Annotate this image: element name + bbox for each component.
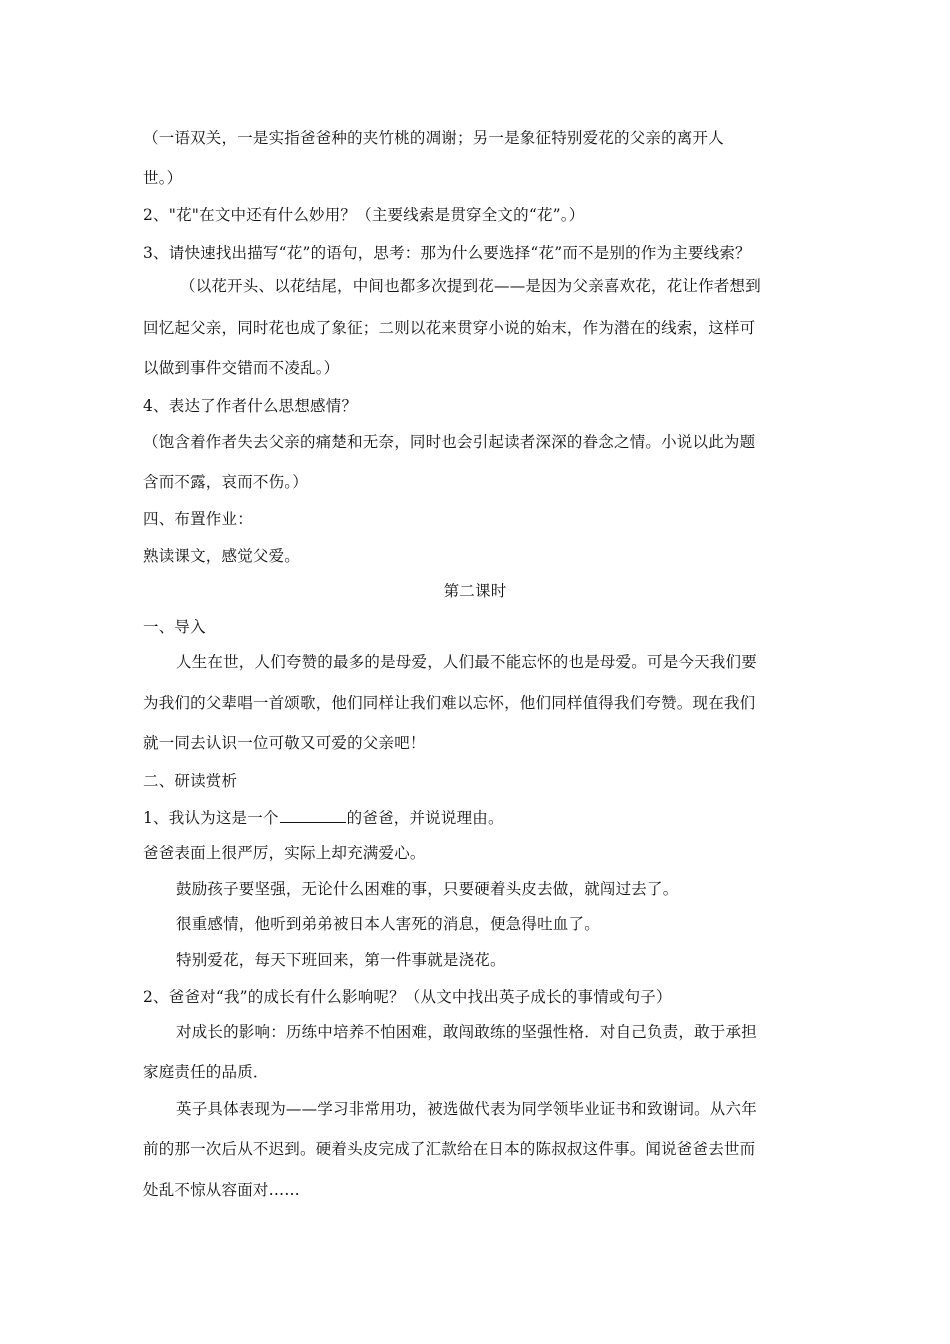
answer-text: 回忆起父亲，同时花也成了象征；二则以花来贯穿小说的始末，作为潜在的线索，这样可	[143, 319, 756, 337]
fill-in-blank	[280, 807, 346, 823]
question-4: 4、表达了作者什么思想感情？	[143, 397, 358, 415]
question-1-prefix: 1、我认为这是一个	[143, 809, 279, 827]
section-heading: 一、导入	[143, 618, 206, 636]
body-text: 英子具体表现为——学习非常用功，被选做代表为同学领毕业证书和致谢词。从六年	[176, 1100, 757, 1118]
section-heading: 四、布置作业：	[143, 510, 253, 528]
body-text: 家庭责任的品质．	[143, 1063, 269, 1081]
question-1-suffix: 的爸爸，并说说理由。	[346, 809, 504, 827]
question-3: 3、请快速找出描写“花”的语句，思考：那为什么要选择“花”而不是别的作为主要线索？	[143, 244, 751, 262]
question-1	[143, 807, 504, 828]
body-text: 前的那一次后从不迟到。硬着头皮完成了汇款给在日本的陈叔叔这件事。闻说爸爸去世而	[143, 1140, 756, 1158]
body-text: 熟读课文，感觉父爱。	[143, 547, 301, 565]
body-text: 很重感情，他听到弟弟被日本人害死的消息，便急得吐血了。	[176, 915, 600, 933]
body-text: 对成长的影响：历练中培养不怕困难，敢闯敢练的坚强性格．对自己负责，敢于承担	[176, 1023, 757, 1041]
body-text: 人生在世，人们夸赞的最多的是母爱，人们最不能忘怀的也是母爱。可是今天我们要	[176, 653, 757, 671]
answer-text: （以花开头、以花结尾，中间也都多次提到花——是因为父亲喜欢花，花让作者想到	[180, 277, 761, 295]
body-text: 处乱不惊从容面对……	[143, 1181, 301, 1199]
body-text: 特别爱花，每天下班回来，第一件事就是浇花。	[176, 951, 506, 969]
lesson-title: 第二课时	[443, 582, 507, 600]
answer-text: （一语双关，一是实指爸爸种的夹竹桃的凋谢；另一是象征特别爱花的父亲的离开人	[143, 129, 724, 147]
question-2: 2、"花"在文中还有什么妙用？（主要线索是贯穿全文的“花”。）	[143, 206, 585, 224]
body-text: 为我们的父辈唱一首颂歌，他们同样让我们难以忘怀，他们同样值得我们夸赞。现在我们	[143, 694, 756, 712]
section-heading: 二、研读赏析	[143, 772, 238, 790]
question-2b: 2、爸爸对“我”的成长有什么影响呢？（从文中找出英子成长的事情或句子）	[143, 988, 672, 1006]
body-text: 爸爸表面上很严厉，实际上却充满爱心。	[143, 844, 426, 862]
answer-text: 含而不露，哀而不伤。）	[143, 473, 308, 491]
body-text: 就一同去认识一位可敬又可爱的父亲吧！	[143, 734, 426, 752]
answer-text: 世。）	[143, 169, 183, 187]
body-text: 鼓励孩子要坚强，无论什么困难的事，只要硬着头皮去做，就闯过去了。	[176, 880, 679, 898]
answer-text: 以做到事件交错而不凌乱。）	[143, 359, 340, 377]
answer-text: （饱含着作者失去父亲的痛楚和无奈，同时也会引起读者深深的眷念之情。小说以此为题	[143, 433, 756, 451]
